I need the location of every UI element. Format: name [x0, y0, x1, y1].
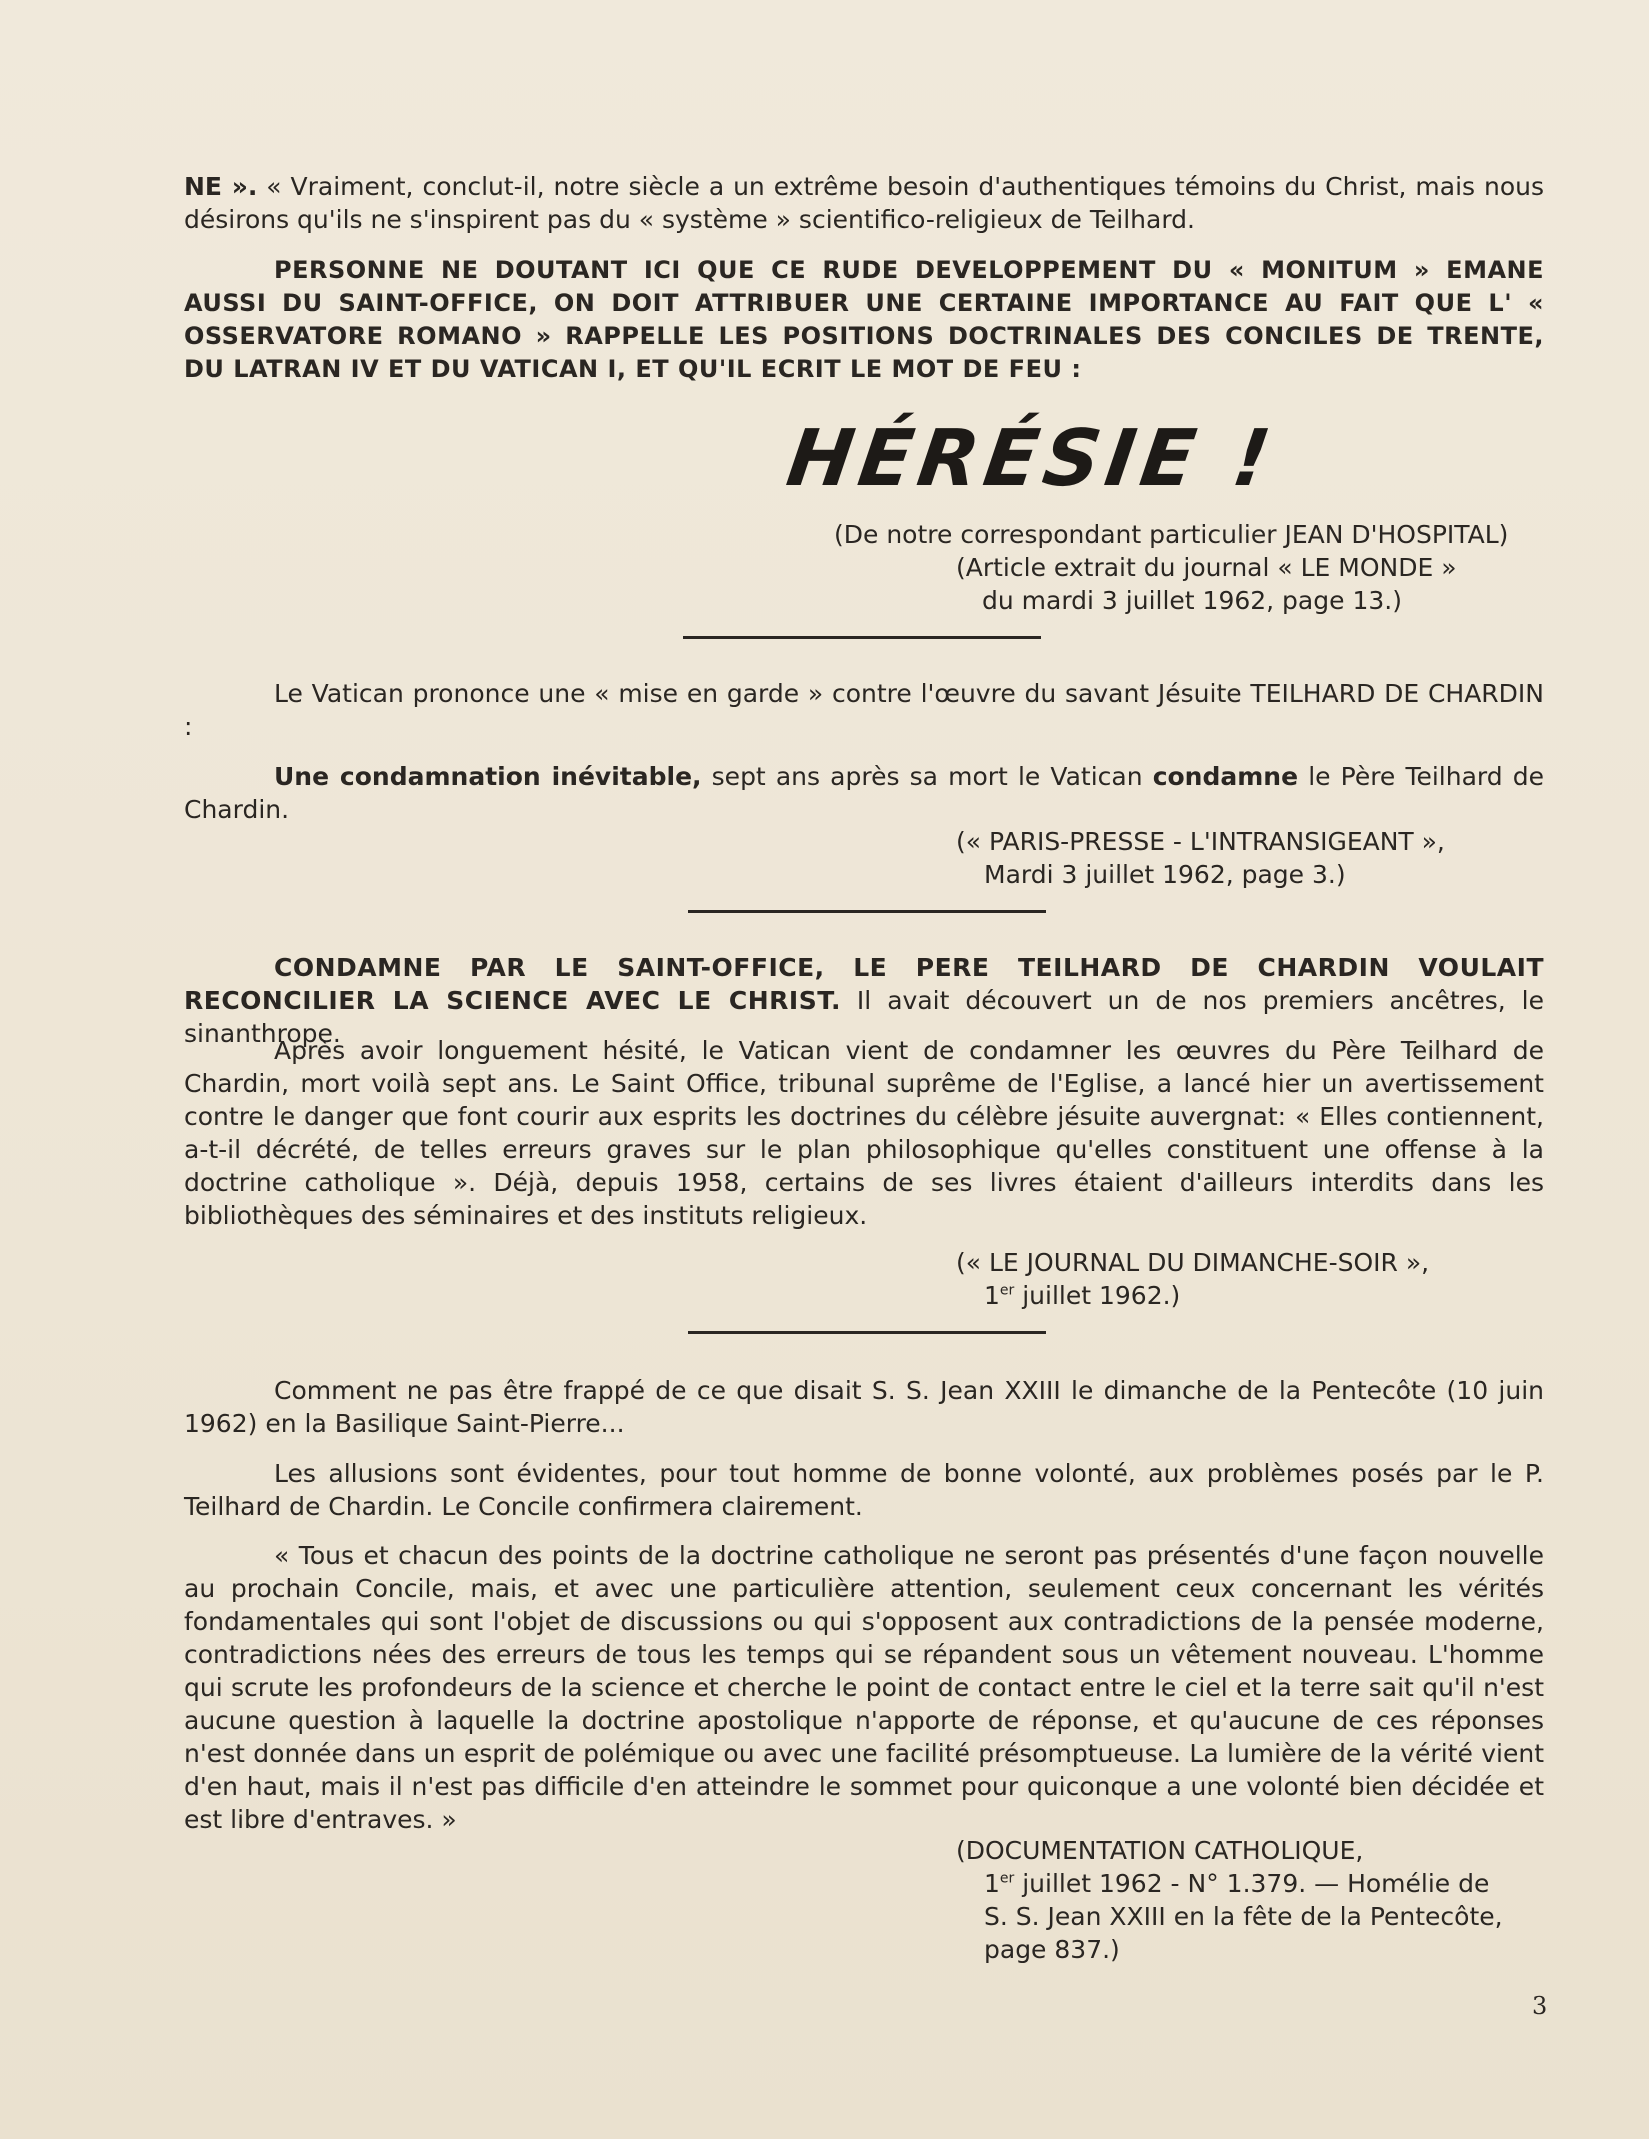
separator-rule-1 [683, 636, 1041, 639]
citation-3-day: 1 [984, 1281, 1000, 1310]
citation-4-superscript: er [999, 1870, 1015, 1887]
citation-4-line-2 [984, 1867, 1489, 1900]
citation-4-line-1: (DOCUMENTATION CATHOLIQUE, [956, 1836, 1364, 1865]
paragraph-7: Comment ne pas être frappé de ce que disait S. S. Jean XXIII le dimanche de la Pentecôte (10 juin 1962) en la Basilique Saint-Pierre... [184, 1376, 1544, 1438]
citation-3-date: juillet 1962.) [1014, 1281, 1181, 1310]
paragraph-8: Les allusions sont évidentes, pour tout homme de bonne volonté, aux problèmes posés par le P. Teilhard de Chardin. Le Concile confirmera clairement. [184, 1459, 1544, 1521]
page-number: 3 [1532, 1992, 1548, 2020]
citation-1-line-2: (Article extrait du journal « LE MONDE » [956, 553, 1457, 582]
citation-2-line-2: Mardi 3 juillet 1962, page 3.) [984, 860, 1346, 889]
paragraph-3: Le Vatican prononce une « mise en garde » contre l'œuvre du savant Jésuite TEILHARD DE CHARDIN : [184, 679, 1544, 741]
paragraph-9-quote: « Tous et chacun des points de la doctrine catholique ne seront pas présentés d'une façon nouvelle au prochain Concile, mais, et avec une particulière attention, seulement ceux concernant les vérités fondamentales qui sont l'objet de discussions ou qui s'opposent aux contradictions de la pensée moderne, contradictions nées des erreurs de tous les temps qui se répandent sous un vêtement nouveau. L'homme qui scrute les profondeurs de la science et cherche le point de contact entre le ciel et la terre sait qu'il n'est aucune question à laquelle la doctrine apostolique n'apporte de réponse, et qu'aucune de ces réponses n'est donnée dans un esprit de polémique ou avec une facilité présomptueuse. La lumière de la vérité vient d'en haut, mais il n'est pas difficile d'en atteindre le sommet pour quiconque a une volonté bien décidée et est libre d'entraves. » [184, 1541, 1544, 1834]
paragraph-4 [184, 760, 1544, 826]
paragraph-4-bold-2: condamne [1152, 762, 1299, 791]
paragraph-1-text: « Vraiment, conclut-il, notre siècle a un extrême besoin d'authentiques témoins du Christ, mais nous désirons qu'ils ne s'inspirent pas du « système » scientifico-religieux de Teilhard. [184, 172, 1544, 234]
citation-4-day: 1 [984, 1869, 1000, 1898]
citation-1-line-3: du mardi 3 juillet 1962, page 13.) [982, 586, 1402, 615]
citation-4-line-3: S. S. Jean XXIII en la fête de la Pentecôte, [984, 1902, 1503, 1931]
paragraph-4-text-1: sept ans après sa mort le Vatican [701, 762, 1153, 791]
citation-3-line-1: (« LE JOURNAL DU DIMANCHE-SOIR », [956, 1248, 1430, 1277]
separator-rule-2 [688, 910, 1046, 913]
paragraph-2-caps: PERSONNE NE DOUTANT ICI QUE CE RUDE DEVELOPPEMENT DU « MONITUM » EMANE AUSSI DU SAINT-OFFICE, ON DOIT ATTRIBUER UNE CERTAINE IMPORTANCE AU FAIT QUE L' « OSSERVATORE ROMANO » RAPPELLE LES POSITIONS DOCTRINALES DES CONCILES DE TRENTE, DU LATRAN IV ET DU VATICAN I, ET QU'IL ECRIT LE MOT DE FEU : [184, 256, 1544, 383]
paragraph-1-lead: NE ». [184, 172, 258, 201]
paragraph-1 [184, 170, 1544, 236]
separator-rule-3 [688, 1331, 1046, 1334]
citation-4-line-4: page 837.) [984, 1935, 1120, 1964]
citation-1-line-1: (De notre correspondant particulier JEAN D'HOSPITAL) [834, 520, 1509, 549]
paragraph-4-bold-1: Une condamnation inévitable, [274, 762, 702, 791]
headline-heresie: HÉRÉSIE ! [781, 414, 1282, 504]
citation-4-date: juillet 1962 - N° 1.379. — Homélie de [1014, 1869, 1490, 1898]
paragraph-4-text-2: le Père Teilhard de Chardin. [184, 762, 1544, 824]
paragraph-5-text: Il avait découvert un de nos premiers ancêtres, le sinanthrope. [184, 986, 1545, 1048]
citation-2-line-1: (« PARIS-PRESSE - L'INTRANSIGEANT », [956, 827, 1445, 856]
paragraph-6: Après avoir longuement hésité, le Vatican vient de condamner les œuvres du Père Teilhard de Chardin, mort voilà sept ans. Le Saint Office, tribunal suprême de l'Eglise, a lancé hier un avertissement contre le danger que font courir aux esprits les doctrines du célèbre jésuite auvergnat: « Elles contiennent, a-t-il décrété, de telles erreurs graves sur le plan philosophique qu'elles constituent une offense à la doctrine catholique ». Déjà, depuis 1958, certains de ses livres étaient d'ailleurs interdits dans les bibliothèques des séminaires et des instituts religieux. [184, 1036, 1544, 1230]
paragraph-5-bold: CONDAMNE PAR LE SAINT-OFFICE, LE PERE TEILHARD DE CHARDIN VOULAIT RECONCILIER LA SCIENCE AVEC LE CHRIST. [184, 953, 1544, 1015]
citation-3-superscript: er [999, 1282, 1015, 1299]
citation-3-line-2 [984, 1279, 1180, 1312]
